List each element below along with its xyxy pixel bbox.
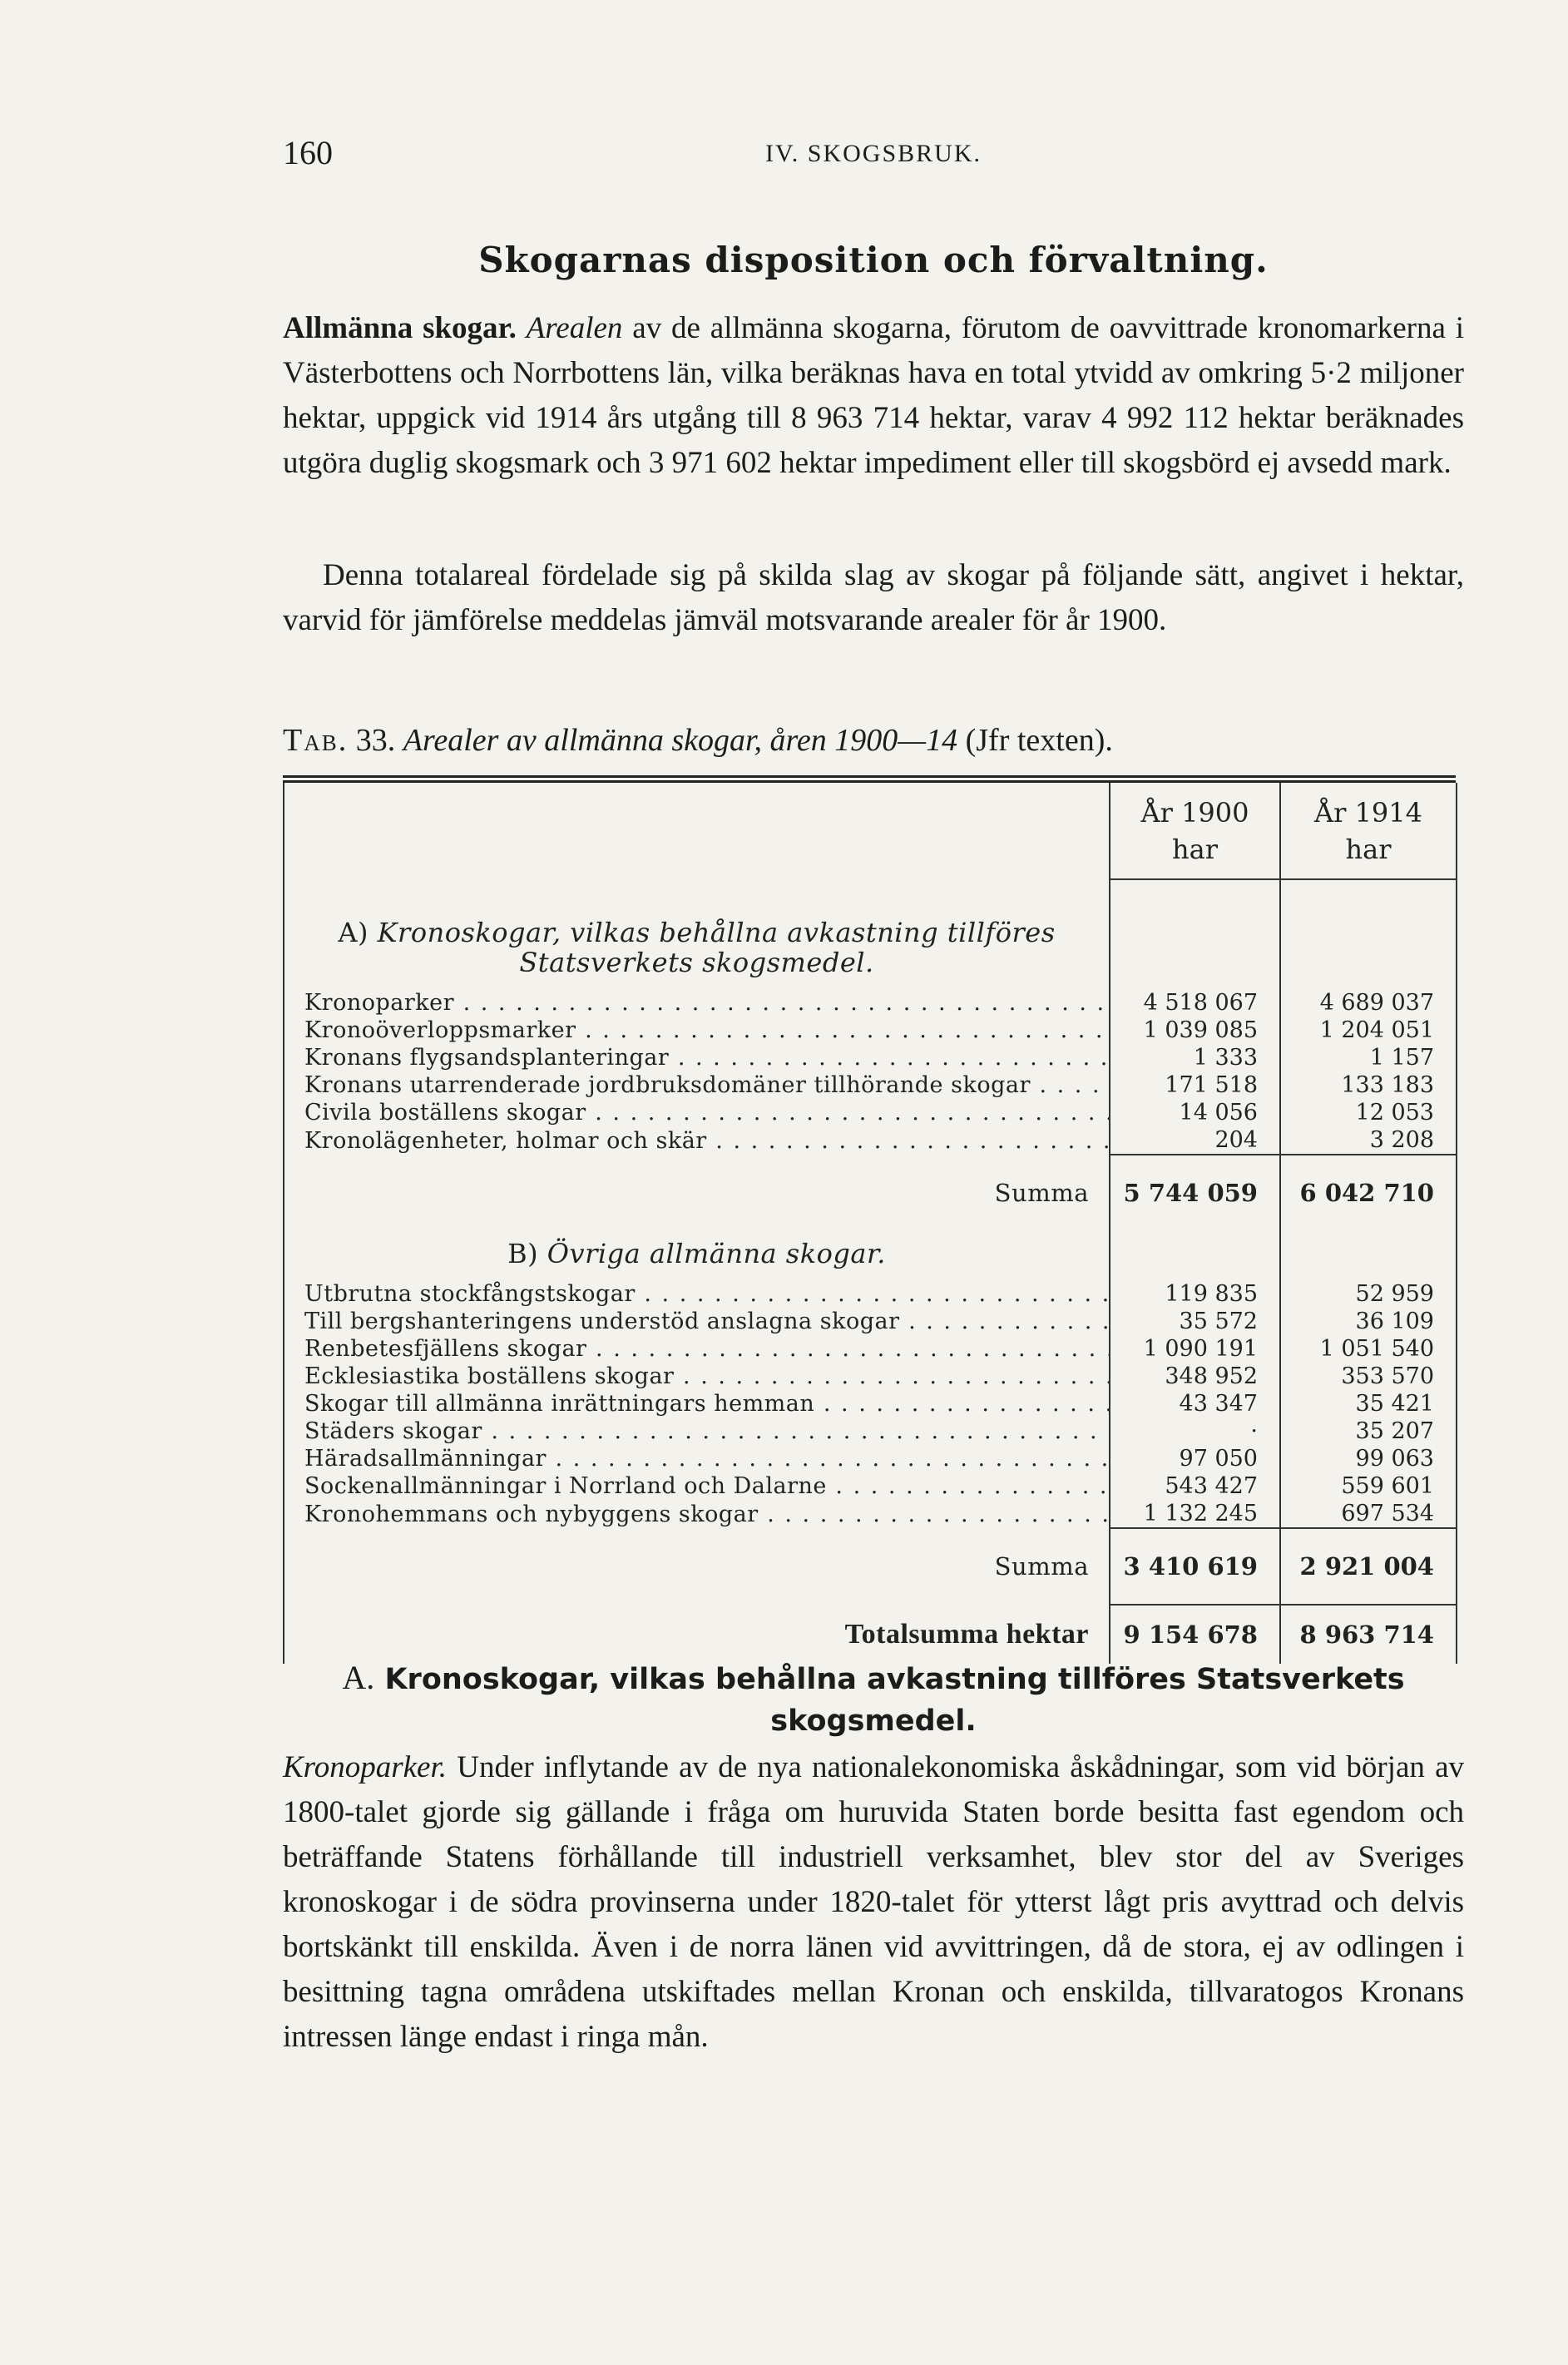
header-1914: År 1914 har — [1280, 783, 1457, 879]
row-value-1914: 12 053 — [1280, 1099, 1457, 1126]
row-value-1900: 171 518 — [1110, 1071, 1280, 1099]
table-caption-note: (Jfr texten). — [965, 723, 1113, 758]
row-label: Till bergshanteringens understöd anslagna skogar . . . — [284, 1308, 1110, 1335]
table-caption-number: 33. — [355, 723, 396, 758]
header-1900: År 1900 har — [1110, 783, 1280, 879]
table-row — [284, 1126, 1457, 1155]
table-row — [284, 1044, 1457, 1071]
table-row — [284, 1335, 1457, 1363]
sum-1900: 5 744 059 — [1110, 1155, 1280, 1230]
section-heading: Skogarnas disposition och förvaltning. — [478, 240, 1269, 280]
row-value-1900: 14 056 — [1110, 1099, 1280, 1126]
table-row — [284, 1500, 1457, 1528]
header-blank — [284, 783, 1110, 879]
table-row — [284, 989, 1457, 1017]
row-value-1900: 204 — [1110, 1126, 1280, 1155]
row-value-1914: 99 063 — [1280, 1445, 1457, 1472]
row-value-1900: 543 427 — [1110, 1472, 1280, 1500]
row-value-1900: 1 039 085 — [1110, 1017, 1280, 1044]
kronoparker-text: Under inflytande av de nya nationalekonomiska åskådningar, som vid början av 1800-talet gjorde sig gällande i fråga om huruvida Staten borde besitta fast egendom och beträffande Statens förhållande till industriell verksamhet, blev stor del av Sveriges kronoskogar i de södra provinserna under 1820-talet för ytterst lågt pris avyttrad och delvis bortskänkt till enskilda. Även i de norra länen vid avvittringen, då de stora, ej av odlingen i besittning tagna områdena utskiftades mellan Kronan och enskilda, tillvaratogos Kronans intressen länge endast i ringa mån. — [283, 1750, 1464, 2054]
sum-label: Summa — [284, 1528, 1110, 1605]
table-row — [284, 1099, 1457, 1126]
table-row — [284, 1280, 1457, 1308]
row-value-1914: 697 534 — [1280, 1500, 1457, 1528]
row-label: Ecklesiastika boställens skogar . . . — [284, 1363, 1110, 1390]
table-container — [283, 775, 1456, 1664]
section-a-letter: A. — [342, 1659, 375, 1696]
group-a-sum-row — [284, 1155, 1457, 1230]
table-caption — [283, 722, 1464, 759]
row-label: Kronoparker . . . — [284, 989, 1110, 1017]
row-value-1914: 1 157 — [1280, 1044, 1457, 1071]
intro2-text: Denna totalareal fördelade sig på skilda slag av skogar på följande sätt, angivet i hektar, varvid för jämförelse meddelas jämväl motsvarande arealer för år 1900. — [283, 558, 1464, 637]
section-a-title: Kronoskogar, vilkas behållna avkastning tillföres Statsverkets skogsmedel. — [384, 1663, 1405, 1738]
row-value-1914: 4 689 037 — [1280, 989, 1457, 1017]
row-value-1900: 1 333 — [1110, 1044, 1280, 1071]
row-value-1914: 3 208 — [1280, 1126, 1457, 1155]
kronoparker-paragraph — [283, 1745, 1464, 2060]
area-table — [283, 783, 1457, 1664]
row-value-1900: 1 090 191 — [1110, 1335, 1280, 1363]
row-value-1914: 1 204 051 — [1280, 1017, 1457, 1044]
sum-1914: 6 042 710 — [1280, 1155, 1457, 1230]
total-1900: 9 154 678 — [1110, 1605, 1280, 1664]
table-top-rule — [283, 775, 1456, 783]
running-title: IV. SKOGSBRUK. — [765, 140, 982, 167]
total-1914: 8 963 714 — [1280, 1605, 1457, 1664]
row-label: Kronans flygsandsplanteringar . . . — [284, 1044, 1110, 1071]
table-row — [284, 1418, 1457, 1445]
row-value-1914: 1 051 540 — [1280, 1335, 1457, 1363]
intro-lead-italic: Arealen — [526, 311, 623, 345]
page-number: 160 — [283, 134, 333, 171]
row-label: Kronoöverloppsmarker . . . — [284, 1017, 1110, 1044]
row-label: Häradsallmänningar . . . — [284, 1445, 1110, 1472]
section-a-heading — [283, 1657, 1464, 1742]
sum-label: Summa — [284, 1155, 1110, 1230]
row-label: Kronolägenheter, holmar och skär . . . — [284, 1126, 1110, 1155]
row-label: Städers skogar . . . — [284, 1418, 1110, 1445]
table-row — [284, 1390, 1457, 1418]
intro-lead: Allmänna skogar. — [283, 311, 517, 345]
row-value-1914: 36 109 — [1280, 1308, 1457, 1335]
table-row — [284, 1363, 1457, 1390]
group-b-sum-row — [284, 1528, 1457, 1605]
intro2-paragraph — [283, 553, 1464, 643]
row-value-1900: 119 835 — [1110, 1280, 1280, 1308]
intro-text: av de allmänna skogarna, förutom de oavvittrade kronomarkerna i Västerbottens och Norrbottens län, vilka beräknas hava en total ytvidd av omkring 5·2 miljoner hektar, uppgick vid 1914 års utgång till 8 963 714 hektar, varav 4 992 112 hektar beräknades utgöra duglig skogsmark och 3 971 602 hektar impediment eller till skogsbörd ej avsedd mark. — [283, 311, 1464, 480]
row-value-1900: 43 347 — [1110, 1390, 1280, 1418]
table-row — [284, 1071, 1457, 1099]
row-value-1914: 559 601 — [1280, 1472, 1457, 1500]
total-row — [284, 1605, 1457, 1664]
row-label: Kronohemmans och nybyggens skogar . . . — [284, 1500, 1110, 1528]
table-caption-prefix: Tab. — [283, 723, 349, 758]
table-caption-title: Arealer av allmänna skogar, åren 1900—14 — [403, 723, 958, 758]
row-value-1914: 35 421 — [1280, 1390, 1457, 1418]
intro-paragraph — [283, 306, 1464, 486]
sum-1914: 2 921 004 — [1280, 1528, 1457, 1605]
row-value-1914: 353 570 — [1280, 1363, 1457, 1390]
row-value-1900: 97 050 — [1110, 1445, 1280, 1472]
kronoparker-lead: Kronoparker. — [283, 1750, 447, 1784]
group-a-heading: A) Kronoskogar, vilkas behållna avkastning tillföres Statsverkets skogsmedel. — [284, 879, 1457, 989]
row-value-1900: 35 572 — [1110, 1308, 1280, 1335]
total-label: Totalsumma hektar — [284, 1605, 1110, 1664]
table-row — [284, 1472, 1457, 1500]
row-label: Skogar till allmänna inrättningars hemman . . . — [284, 1390, 1110, 1418]
row-value-1900: 4 518 067 — [1110, 989, 1280, 1017]
table-header-row — [284, 783, 1457, 879]
row-value-1914: 133 183 — [1280, 1071, 1457, 1099]
row-value-1900: 348 952 — [1110, 1363, 1280, 1390]
running-header — [283, 133, 1464, 183]
group-b-heading: B) Övriga allmänna skogar. — [284, 1230, 1457, 1280]
row-label: Renbetesfjällens skogar . . . — [284, 1335, 1110, 1363]
row-label: Sockenallmänningar i Norrland och Dalarne . . . — [284, 1472, 1110, 1500]
row-value-1914: 35 207 — [1280, 1418, 1457, 1445]
row-value-1900: · — [1110, 1418, 1280, 1445]
sum-1900: 3 410 619 — [1110, 1528, 1280, 1605]
table-row — [284, 1445, 1457, 1472]
row-value-1914: 52 959 — [1280, 1280, 1457, 1308]
row-value-1900: 1 132 245 — [1110, 1500, 1280, 1528]
row-label: Kronans utarrenderade jordbruksdomäner tillhörande skogar . . . — [284, 1071, 1110, 1099]
row-label: Civila boställens skogar . . . — [284, 1099, 1110, 1126]
table-row — [284, 1017, 1457, 1044]
row-label: Utbrutna stockfångstskogar . . . — [284, 1280, 1110, 1308]
table-row — [284, 1308, 1457, 1335]
